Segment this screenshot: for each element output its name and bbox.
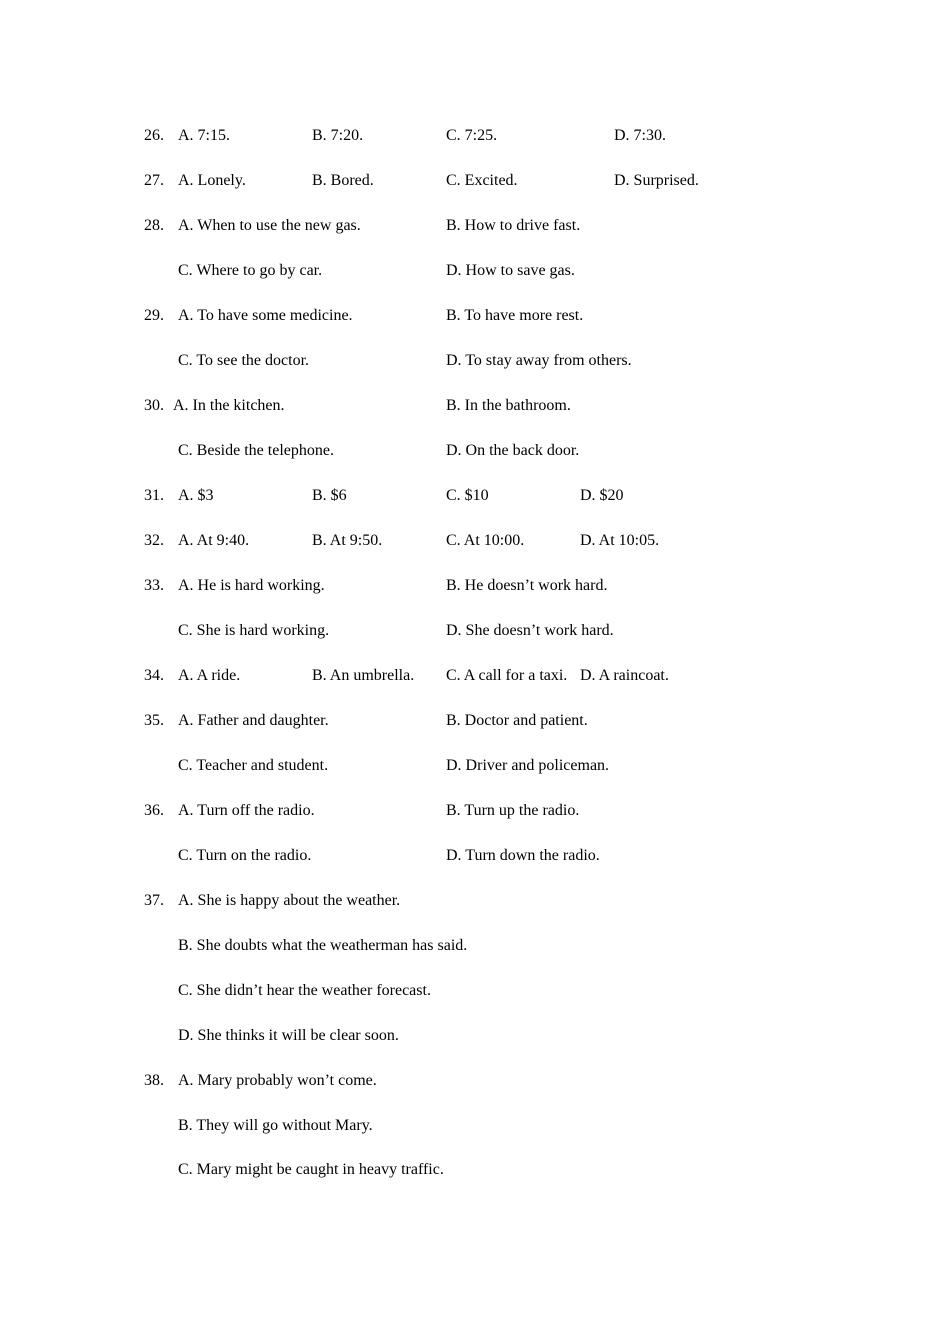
option-d: D. She doesn’t work hard. xyxy=(446,622,614,639)
question-30-row-2 xyxy=(0,439,950,463)
option-d: D. How to save gas. xyxy=(446,262,575,279)
question-number: 37. xyxy=(144,892,164,909)
option-c: C. To see the doctor. xyxy=(178,352,310,369)
option-b: B. He doesn’t work hard. xyxy=(446,577,608,594)
question-number: 36. xyxy=(144,802,164,819)
option-c: C. At 10:00. xyxy=(446,532,525,549)
option-d: D. She thinks it will be clear soon. xyxy=(178,1027,399,1044)
option-a: A. Lonely. xyxy=(178,172,246,189)
question-number: 29. xyxy=(144,307,164,324)
question-35 xyxy=(0,709,950,733)
option-c: C. She is hard working. xyxy=(178,622,330,639)
option-a: A. Father and daughter. xyxy=(178,712,329,729)
option-a: A. Turn off the radio. xyxy=(178,802,315,819)
question-number: 38. xyxy=(144,1072,164,1089)
option-b: B. Doctor and patient. xyxy=(446,712,588,729)
option-a: A. She is happy about the weather. xyxy=(178,892,401,909)
option-a: A. $3 xyxy=(178,487,214,504)
option-d: D. At 10:05. xyxy=(580,532,660,549)
option-c: C. She didn’t hear the weather forecast. xyxy=(178,982,431,999)
option-c: C. 7:25. xyxy=(446,127,498,144)
question-number: 32. xyxy=(144,532,164,549)
question-number: 30. xyxy=(144,397,164,414)
option-c: C. Beside the telephone. xyxy=(178,442,334,459)
question-30 xyxy=(0,394,950,418)
option-a: A. 7:15. xyxy=(178,127,230,144)
option-b: B. 7:20. xyxy=(312,127,364,144)
question-34 xyxy=(0,664,950,688)
option-a: A. At 9:40. xyxy=(178,532,250,549)
option-b: B. They will go without Mary. xyxy=(178,1117,373,1134)
option-b: B. In the bathroom. xyxy=(446,397,571,414)
question-number: 33. xyxy=(144,577,164,594)
question-28-row-2 xyxy=(0,259,950,283)
question-27 xyxy=(0,169,950,193)
option-b: B. An umbrella. xyxy=(312,667,415,684)
question-37-option-b-row xyxy=(0,934,950,958)
option-d: D. Driver and policeman. xyxy=(446,757,610,774)
question-29-row-2 xyxy=(0,349,950,373)
option-b: B. Bored. xyxy=(312,172,374,189)
question-38-option-b-row xyxy=(0,1114,950,1138)
option-d: D. On the back door. xyxy=(446,442,580,459)
question-32 xyxy=(0,529,950,553)
option-b: B. $6 xyxy=(312,487,347,504)
question-37 xyxy=(0,889,950,913)
question-35-row-2 xyxy=(0,754,950,778)
option-d: D. Surprised. xyxy=(614,172,699,189)
question-37-option-c-row xyxy=(0,979,950,1003)
option-a: A. A ride. xyxy=(178,667,241,684)
question-number: 35. xyxy=(144,712,164,729)
option-c: C. Where to go by car. xyxy=(178,262,323,279)
option-c: C. Turn on the radio. xyxy=(178,847,312,864)
option-c: C. Teacher and student. xyxy=(178,757,329,774)
question-29 xyxy=(0,304,950,328)
option-a: A. To have some medicine. xyxy=(178,307,353,324)
option-a: A. Mary probably won’t come. xyxy=(178,1072,377,1089)
option-c: C. Mary might be caught in heavy traffic. xyxy=(178,1161,444,1178)
question-38-option-c-row xyxy=(0,1158,950,1182)
option-b: B. How to drive fast. xyxy=(446,217,581,234)
question-37-option-d-row xyxy=(0,1024,950,1048)
question-number: 27. xyxy=(144,172,164,189)
option-d: D. A raincoat. xyxy=(580,667,669,684)
option-b: B. Turn up the radio. xyxy=(446,802,580,819)
question-33-row-2 xyxy=(0,619,950,643)
question-36-row-2 xyxy=(0,844,950,868)
option-a: A. He is hard working. xyxy=(178,577,325,594)
option-b: B. At 9:50. xyxy=(312,532,383,549)
question-number: 26. xyxy=(144,127,164,144)
option-c: C. $10 xyxy=(446,487,489,504)
option-c: C. A call for a taxi. xyxy=(446,667,568,684)
question-number: 28. xyxy=(144,217,164,234)
option-c: C. Excited. xyxy=(446,172,518,189)
option-d: D. $20 xyxy=(580,487,624,504)
option-b: B. She doubts what the weatherman has said. xyxy=(178,937,468,954)
option-a: A. When to use the new gas. xyxy=(178,217,361,234)
question-26 xyxy=(0,124,950,148)
option-d: D. To stay away from others. xyxy=(446,352,632,369)
option-d: D. Turn down the radio. xyxy=(446,847,600,864)
question-28 xyxy=(0,214,950,238)
question-33 xyxy=(0,574,950,598)
question-38 xyxy=(0,1069,950,1093)
question-31 xyxy=(0,484,950,508)
option-d: D. 7:30. xyxy=(614,127,666,144)
option-b: B. To have more rest. xyxy=(446,307,584,324)
question-36 xyxy=(0,799,950,823)
option-a: A. In the kitchen. xyxy=(173,397,285,414)
question-number: 31. xyxy=(144,487,164,504)
question-number: 34. xyxy=(144,667,164,684)
